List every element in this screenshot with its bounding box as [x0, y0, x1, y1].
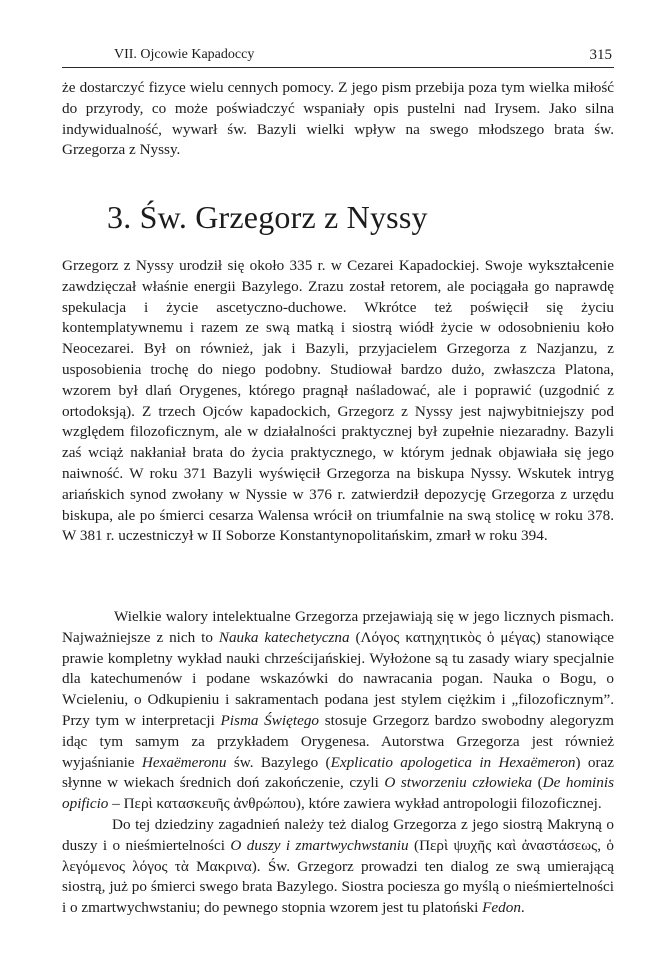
text-run: (: [532, 774, 543, 792]
book-title: Explicatio apologetica in Hexaëmeron: [330, 753, 576, 771]
text-run: Do tej dziedziny zagadnień należy też dialog Grzegorza z jego siostrą Makryną o duszy i o nieśmiertelności: [62, 815, 614, 854]
book-title: Pisma Świętego: [220, 711, 320, 729]
chapter-title: VII. Ojcowie Kapadoccy: [114, 47, 255, 62]
book-title: O duszy i zmartwychwstaniu: [230, 836, 409, 854]
book-title: De hominis opificio: [62, 774, 614, 813]
section-heading: 3. Św. Grzegorz z Nyssy: [107, 199, 428, 235]
running-header: [62, 47, 614, 68]
section-paragraph-1: Grzegorz z Nyssy urodził się około 335 r. w Cezarei Kapadockiej. Swoje wykształcenie zawdzięczał właśnie energii Bazylego. Zrazu został retorem, ale pociągała go naprawdę spekulacja i życie ascetyczno-duchowe. Wkrótce też poświęcił się życiu kontemplatywnemu i razem ze swą matką i siostrą wiódł życie w odosobnieniu koło Neocezarei. Był on również, jak i Bazyli, przyjacielem Grzegorza z Nazjanzu, z usposobienia trochę do niego podobny. Studiował bardzo dużo, zwłaszcza Platona, wzorem był dlań Orygenes, którego pragnął naśladować, ale i poprawić (uzgodnić z ortodoksją). Z trzech Ojców kapadockich, Grzegorz z Nyssy jest najwybitniejszy pod względem filozoficznym, ale w działalności praktycznej był zupełnie niezaradny. Bazyli zaś wciąż nakłaniał brata do życia praktycznego, w którym jednak objawiała się jego naiwność. W roku 371 Bazyli wyświęcił Grzegorza na biskupa Nyssy. Wskutek intryg ariańskich synod zwołany w Nyssie w 376 r. zatwierdził depozycję Grzegorza z urzędu biskupa, ale po śmierci cesarza Walensa wrócił on triumfalnie na swą stolicę w roku 378. W 381 r. uczestniczył w II Soborze Konstantynopolitańskim, zmarł w roku 394.: [62, 257, 614, 545]
text-run: Wielkie walory intelektualne Grzegorza przejawiają się w jego licznych pismach. Najważniejsze z nich to: [62, 608, 614, 646]
book-title: Hexaëmeronu: [141, 753, 227, 771]
book-title: Nauka katechetyczna: [218, 628, 350, 646]
text-run: stosuje Grzegorz bardzo swobodny alegoryzm idąc tym samym za przykładem Orygenesa. Autorstwa Grzegorza jest również wyjaśnianie: [62, 711, 614, 771]
book-title: O stworzeniu człowieka: [384, 774, 533, 792]
text-run: św. Bazylego (: [226, 753, 331, 771]
text-run: (Περὶ ψυχῆς καὶ ἀναστάσεως, ὁ λεγόμενος λόγος τὰ Μακρινα). Św. Grzegorz prowadzi ten dialog ze swą umierającą siostrą, już po śmierci swego brata Bazylego. Siostra pociesza go myślą o nieśmiertelności i o zmartwychwstaniu; do pewnego stopnia wzorem jest tu platoński: [62, 836, 614, 917]
text-run: (Λόγος κατηχητικὸς ὁ μέγας) stanowiące prawie kompletny wykład nauki chrześcijańskiej. Wyłożone są tu zasady wiary specjalnie dla katechumenów i podane wskazówki do nawracania pogan. Nauka o Bogu, o Wcieleniu, o Odkupieniu i sakramentach podana jest stylem ciężkim i „filozoficznym”. Przy tym w interpretacji: [62, 628, 614, 729]
text-run: – Περὶ κατασκευῆς ἀνθρώπου), które zawiera wykład antropologii filozoficznej.: [108, 795, 602, 813]
text-run: ) oraz słynne w wiekach średnich doń zakończenie, czyli: [62, 753, 614, 792]
book-title: Fedon: [482, 899, 521, 917]
intro-paragraph: że dostarczyć fizyce wielu cennych pomocy. Z jego pism przebija poza tym wielka miłość do przyrody, co może poświadczyć wspaniały opis pustelni nad Irysem. Jako silna indywidualność, wywarł św. Bazyli wielki wpływ na swego młodszego brata św. Grzegorza z Nyssy.: [62, 79, 614, 159]
text-run: .: [520, 899, 525, 917]
page-number: 315: [589, 47, 612, 63]
section-paragraph-2: [62, 607, 614, 919]
